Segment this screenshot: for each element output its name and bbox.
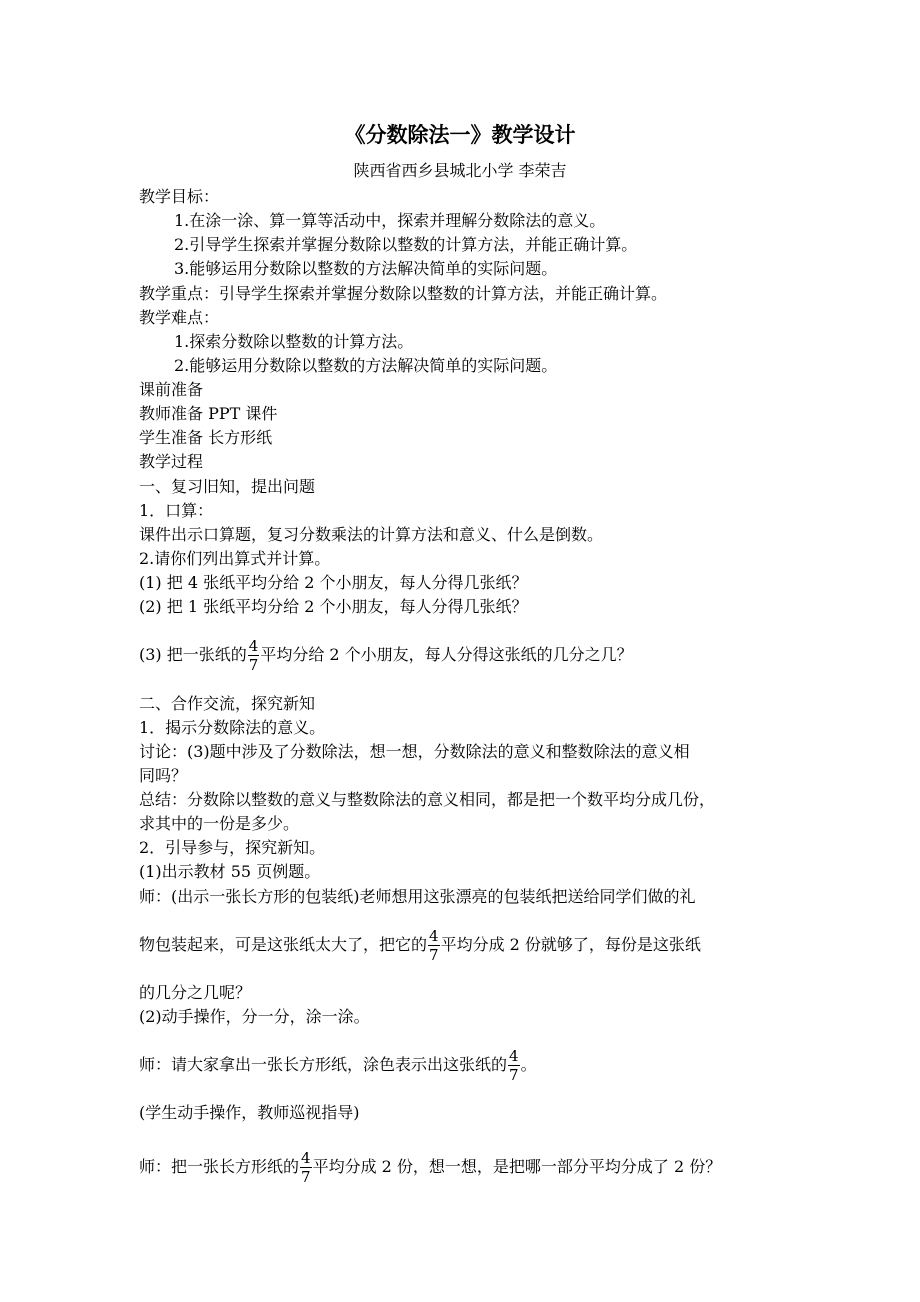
fraction-numerator: 4 — [301, 1149, 311, 1167]
teacher-line-1b — [139, 927, 701, 964]
student-operation: (学生动手操作，教师巡视指导) — [139, 1103, 360, 1122]
teacher-line-2-text-a: 师：请大家拿出一张长方形纸，涂色表示出这张纸的 — [139, 1055, 508, 1074]
teacher-line-3-text-b: 平均分成 2 份，想一想，是把哪一部分平均分成了 2 份？ — [312, 1157, 722, 1176]
discussion-line-1: 讨论：(3)题中涉及了分数除法，想一想，分数除法的意义和整数除法的意义相 — [139, 742, 690, 761]
fraction-denominator: 7 — [429, 946, 439, 964]
prep-heading: 课前准备 — [139, 380, 204, 399]
fraction-denominator: 7 — [301, 1168, 311, 1186]
fraction-four-sevenths — [508, 1047, 520, 1084]
discussion-line-2: 同吗？ — [139, 766, 188, 785]
fraction-numerator: 4 — [509, 1047, 519, 1065]
question-3-text-b: 平均分给 2 个小朋友，每人分得这张纸的几分之几？ — [260, 645, 633, 664]
section-reveal-meaning: 1．揭示分数除法的意义。 — [139, 718, 326, 737]
teacher-line-3 — [139, 1149, 721, 1186]
oral-description: 课件出示口算题，复习分数乘法的计算方法和意义、什么是倒数。 — [139, 525, 604, 544]
objective-item-3: 3.能够运用分数除以整数的方法解决简单的实际问题。 — [174, 259, 558, 278]
fraction-numerator: 4 — [248, 637, 259, 655]
objective-item-2: 2.引导学生探索并掌握分数除以整数的计算方法，并能正确计算。 — [174, 235, 638, 254]
teacher-line-2-text-b: 。 — [520, 1055, 537, 1074]
section-guide-explore: 2．引导参与，探究新知。 — [139, 838, 326, 857]
fraction-numerator: 4 — [429, 927, 439, 945]
teacher-line-1a: 师：(出示一张长方形的包装纸)老师想用这张漂亮的包装纸把送给同学们做的礼 — [139, 887, 696, 906]
difficulty-item-1: 1.探索分数除以整数的计算方法。 — [174, 332, 414, 351]
hands-on-heading: (2)动手操作，分一分，涂一涂。 — [139, 1007, 370, 1026]
teacher-line-3-text-a: 师：把一张长方形纸的 — [139, 1157, 300, 1176]
objective-item-1: 1.在涂一涂、算一算等活动中，探索并理解分数除法的意义。 — [174, 211, 606, 230]
oral-heading: 1．口算： — [139, 501, 214, 520]
prep-student: 学生准备 长方形纸 — [139, 428, 273, 447]
question-1: (1) 把 4 张纸平均分给 2 个小朋友，每人分得几张纸？ — [139, 573, 528, 592]
difficulty-heading: 教学难点： — [139, 308, 220, 327]
fraction-denominator: 7 — [509, 1066, 519, 1084]
question-intro: 2.请你们列出算式并计算。 — [139, 549, 331, 568]
fraction-four-sevenths — [300, 1149, 312, 1186]
difficulty-item-2: 2.能够运用分数除以整数的方法解决简单的实际问题。 — [174, 356, 558, 375]
fraction-four-sevenths — [428, 927, 440, 964]
prep-teacher: 教师准备 PPT 课件 — [139, 404, 278, 423]
teacher-line-1b-text-a: 物包装起来，可是这张纸太大了，把它的 — [139, 935, 428, 954]
fraction-denominator: 7 — [248, 656, 259, 674]
question-2: (2) 把 1 张纸平均分给 2 个小朋友，每人分得几张纸？ — [139, 597, 528, 616]
part-one-heading: 一、复习旧知，提出问题 — [139, 477, 316, 496]
document-title: 《分数除法一》教学设计 — [344, 122, 576, 147]
author-line: 陕西省西乡县城北小学 李荣吉 — [353, 161, 567, 180]
fraction-four-sevenths — [248, 637, 260, 674]
process-heading: 教学过程 — [139, 452, 204, 471]
teacher-line-2 — [139, 1047, 537, 1084]
key-point: 教学重点：引导学生探索并掌握分数除以整数的计算方法，并能正确计算。 — [139, 284, 668, 303]
question-3-text-a: (3) 把一张纸的 — [139, 645, 247, 664]
question-3 — [139, 637, 633, 674]
example-line: (1)出示教材 55 页例题。 — [139, 862, 321, 881]
teacher-line-1c: 的几分之几呢？ — [139, 983, 252, 1002]
objectives-heading: 教学目标： — [139, 187, 220, 206]
summary-line-1: 总结：分数除以整数的意义与整数除法的意义相同，都是把一个数平均分成几份， — [139, 790, 716, 809]
summary-line-2: 求其中的一份是多少。 — [139, 814, 300, 833]
teacher-line-1b-text-b: 平均分成 2 份就够了，每份是这张纸 — [440, 935, 701, 954]
part-two-heading: 二、合作交流，探究新知 — [139, 694, 316, 713]
